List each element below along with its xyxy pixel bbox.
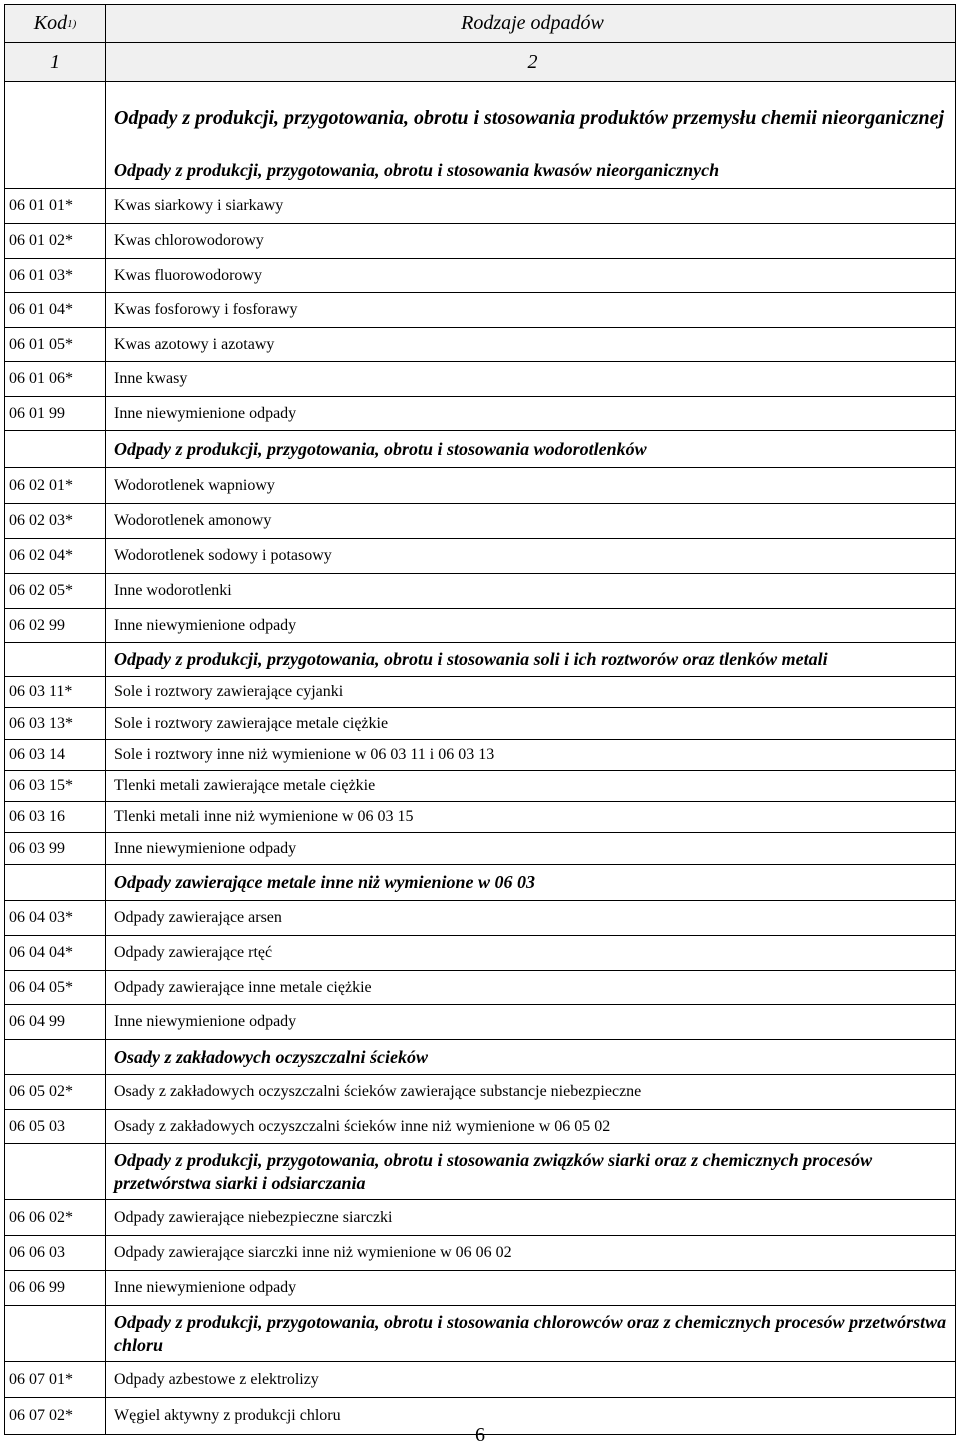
waste-code: 06 03 15* xyxy=(5,771,106,801)
waste-code: 06 06 03 xyxy=(5,1236,106,1270)
section-title: Odpady z produkcji, przygotowania, obrotu i stosowania kwasów nieorganicznych xyxy=(114,160,720,180)
table-row xyxy=(4,1236,956,1271)
table-row xyxy=(4,224,956,259)
waste-code: 06 05 02* xyxy=(5,1075,106,1109)
waste-description: Odpady zawierające niebezpieczne siarczki xyxy=(114,1208,393,1226)
waste-code: 06 05 03 xyxy=(5,1110,106,1143)
table-row xyxy=(4,771,956,802)
section-title: Odpady z produkcji, przygotowania, obrotu i stosowania związków siarki oraz z chemicznych procesów przetwórstwa siarki i odsiarczania xyxy=(114,1149,873,1193)
table-row xyxy=(4,971,956,1005)
waste-code: 06 01 06* xyxy=(5,362,106,396)
table-row xyxy=(4,293,956,328)
waste-code-table xyxy=(4,4,956,1435)
waste-code: 06 01 01* xyxy=(5,189,106,223)
section-title-row xyxy=(4,1144,956,1199)
table-row xyxy=(4,1074,956,1110)
waste-description: Tlenki metali zawierające metale ciężkie xyxy=(114,777,376,794)
table-row xyxy=(4,1110,956,1144)
section-title: Osady z zakładowych oczyszczalni ścieków xyxy=(114,1046,428,1067)
waste-description: Osady z zakładowych oczyszczalni ścieków zawierające substancje niebezpieczne xyxy=(114,1083,642,1100)
table-row xyxy=(4,740,956,771)
table-column-number-row xyxy=(4,43,956,82)
section-title-row xyxy=(4,431,956,467)
waste-description: Kwas azotowy i azotawy xyxy=(114,335,275,353)
waste-description: Wodorotlenek sodowy i potasowy xyxy=(114,547,332,564)
waste-description: Kwas chlorowodorowy xyxy=(114,232,264,249)
waste-description: Inne niewymienione odpady xyxy=(114,1279,297,1296)
section-title: Odpady zawierające metale inne niż wymienione w 06 03 xyxy=(114,872,535,892)
table-row xyxy=(4,609,956,643)
waste-code: 06 04 99 xyxy=(5,1005,106,1039)
section-title: Odpady z produkcji, przygotowania, obrotu i stosowania soli i ich roztworów oraz tlenków metali xyxy=(114,649,828,669)
waste-code: 06 03 13* xyxy=(5,708,106,739)
table-row xyxy=(4,1005,956,1040)
table-row xyxy=(4,1271,956,1306)
waste-code: 06 02 03* xyxy=(5,504,106,538)
table-row xyxy=(4,467,956,504)
section-title-row xyxy=(4,865,956,900)
waste-code: 06 03 14 xyxy=(5,740,106,770)
table-row xyxy=(4,802,956,833)
waste-code: 06 02 99 xyxy=(5,609,106,642)
waste-description: Odpady zawierające rtęć xyxy=(114,944,273,961)
header-code-label: Kod xyxy=(33,12,68,34)
waste-code: 06 06 02* xyxy=(5,1200,106,1235)
waste-code: 06 02 05* xyxy=(5,574,106,608)
waste-description: Sole i roztwory zawierające cyjanki xyxy=(114,683,344,700)
waste-description: Wodorotlenek amonowy xyxy=(114,512,272,529)
table-row xyxy=(4,259,956,293)
waste-description: Inne niewymienione odpady xyxy=(114,1013,297,1030)
waste-description: Sole i roztwory inne niż wymienione w 06 03 11 i 06 03 13 xyxy=(114,746,495,763)
waste-description: Tlenki metali inne niż wymienione w 06 03 15 xyxy=(114,808,414,825)
waste-description: Inne wodorotlenki xyxy=(114,582,232,599)
waste-description: Osady z zakładowych oczyszczalni ścieków inne niż wymienione w 06 05 02 xyxy=(114,1117,611,1135)
waste-code: 06 07 02* xyxy=(5,1398,106,1434)
waste-code: 06 01 05* xyxy=(5,328,106,361)
waste-code: 06 01 02* xyxy=(5,224,106,258)
waste-description: Wodorotlenek wapniowy xyxy=(114,476,275,494)
waste-code: 06 01 04* xyxy=(5,293,106,327)
waste-code: 06 06 99 xyxy=(5,1271,106,1305)
table-row xyxy=(4,539,956,574)
table-row xyxy=(4,504,956,539)
waste-code: 06 04 04* xyxy=(5,936,106,970)
top-section-title: Odpady z produkcji, przygotowania, obrotu i stosowania produktów przemysłu chemii nieorganicznej xyxy=(114,106,945,129)
top-section-title-row xyxy=(4,82,956,153)
table-row xyxy=(4,362,956,397)
section-title: Odpady z produkcji, przygotowania, obrotu i stosowania wodorotlenków xyxy=(114,438,647,459)
page-number: 6 xyxy=(475,1424,485,1446)
column-number-1: 1 xyxy=(5,43,106,81)
section-title-row xyxy=(4,1040,956,1074)
table-row xyxy=(4,936,956,971)
waste-description: Inne niewymienione odpady xyxy=(114,839,297,857)
table-row xyxy=(4,1361,956,1398)
waste-description: Odpady azbestowe z elektrolizy xyxy=(114,1370,319,1388)
table-row xyxy=(4,188,956,224)
table-row xyxy=(4,1199,956,1236)
waste-code: 06 03 16 xyxy=(5,802,106,832)
table-row xyxy=(4,833,956,865)
table-row xyxy=(4,397,956,431)
waste-description: Inne kwasy xyxy=(114,370,188,387)
waste-description: Odpady zawierające siarczki inne niż wymienione w 06 06 02 xyxy=(114,1244,512,1261)
waste-description: Odpady zawierające arsen xyxy=(114,909,282,926)
waste-description: Kwas siarkowy i siarkawy xyxy=(114,197,284,214)
waste-code: 06 02 04* xyxy=(5,539,106,573)
section-title-row xyxy=(4,1306,956,1361)
waste-description: Kwas fosforowy i fosforawy xyxy=(114,301,298,318)
table-row xyxy=(4,574,956,609)
column-number-2: 2 xyxy=(527,50,538,73)
table-row xyxy=(4,328,956,362)
table-row xyxy=(4,708,956,740)
waste-code: 06 01 03* xyxy=(5,259,106,292)
table-row xyxy=(4,900,956,936)
table-row xyxy=(4,676,956,708)
waste-code: 06 03 11* xyxy=(5,677,106,707)
header-code-footnote: 1) xyxy=(67,17,77,30)
waste-code: 06 04 03* xyxy=(5,901,106,935)
waste-code: 06 01 99 xyxy=(5,397,106,430)
waste-code: 06 07 01* xyxy=(5,1362,106,1397)
waste-description: Węgiel aktywny z produkcji chloru xyxy=(114,1407,341,1424)
waste-code: 06 04 05* xyxy=(5,971,106,1004)
table-header-row xyxy=(4,4,956,43)
header-type: Rodzaje odpadów xyxy=(461,12,604,34)
waste-description: Inne niewymienione odpady xyxy=(114,404,297,422)
waste-description: Sole i roztwory zawierające metale ciężkie xyxy=(114,714,389,732)
section-title-row xyxy=(4,643,956,676)
table-body xyxy=(4,153,956,1435)
section-title: Odpady z produkcji, przygotowania, obrotu i stosowania chlorowców oraz z chemicznych procesów przetwórstwa chloru xyxy=(114,1311,947,1355)
header-code xyxy=(5,5,106,42)
waste-code: 06 03 99 xyxy=(5,833,106,864)
section-title-row xyxy=(4,153,956,188)
waste-description: Kwas fluorowodorowy xyxy=(114,266,262,284)
waste-code: 06 02 01* xyxy=(5,468,106,503)
waste-description: Inne niewymienione odpady xyxy=(114,616,297,634)
waste-description: Odpady zawierające inne metale ciężkie xyxy=(114,978,372,996)
